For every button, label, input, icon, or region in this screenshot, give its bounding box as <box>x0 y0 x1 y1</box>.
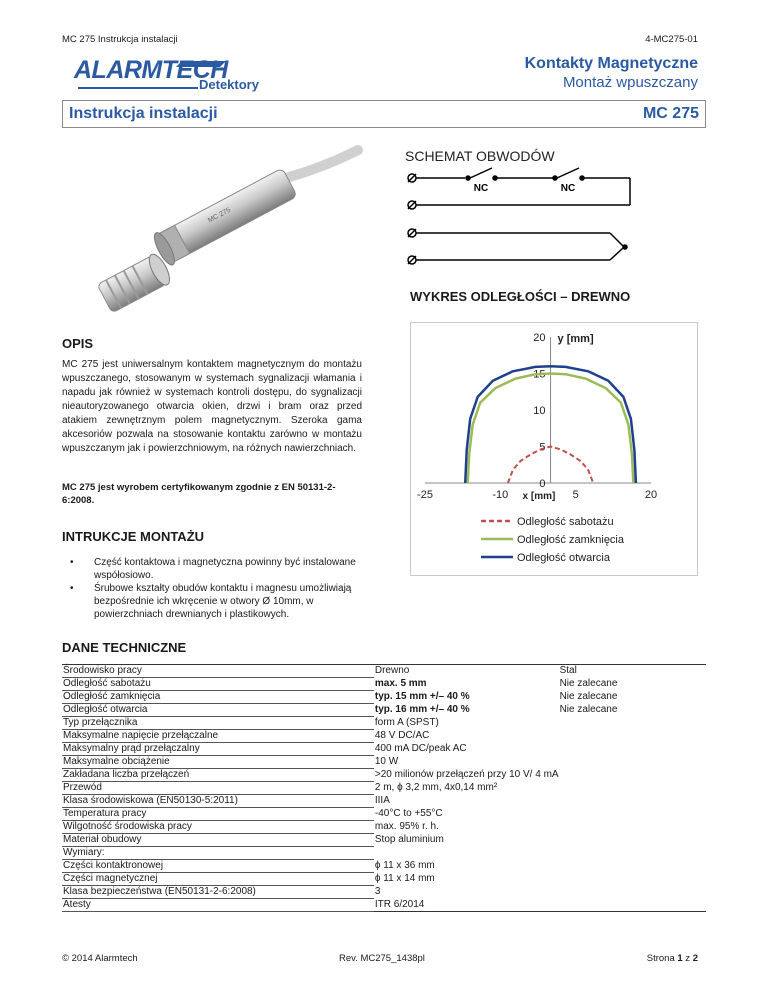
y-tick-label: 0 <box>539 478 546 490</box>
x-tick-label: -10 <box>492 489 509 501</box>
svg-text:MC 275: MC 275 <box>207 206 232 225</box>
tech-value <box>559 769 706 782</box>
footer-page <box>647 953 698 964</box>
tech-value: Stop aluminium <box>374 834 444 845</box>
alarmtech-logo <box>74 58 274 92</box>
tech-row <box>62 743 706 756</box>
tech-value <box>559 860 706 873</box>
tech-label: Maksymalny prąd przełączalny <box>62 743 374 756</box>
footer-page-sep: z <box>682 953 693 964</box>
tech-value: Nie zalecane <box>559 704 618 715</box>
tech-value <box>559 782 706 795</box>
tech-table <box>62 664 706 912</box>
tech-value <box>559 821 706 834</box>
tech-row <box>62 678 706 691</box>
tech-label: Wymiary: <box>62 847 374 860</box>
tech-value <box>559 847 706 860</box>
tech-label: Klasa środowiskowa (EN50130-5:2011) <box>62 795 374 808</box>
header-doc-title: MC 275 Instrukcja instalacji <box>62 34 178 45</box>
tech-label: Części magnetycznej <box>62 873 374 886</box>
x-axis-label: x [mm] <box>522 491 556 502</box>
logo-brand-text: ALARMTECH <box>74 56 228 84</box>
tech-value: 48 V DC/AC <box>374 730 430 741</box>
footer-copyright: © 2014 Alarmtech <box>62 953 138 964</box>
tech-label: Wilgotność środowiska pracy <box>62 821 374 834</box>
tech-label: Maksymalne obciążenie <box>62 756 374 769</box>
tech-value <box>559 886 706 899</box>
tech-value <box>559 730 706 743</box>
tech-label: Środowisko pracy <box>62 665 374 678</box>
tech-label: Odległość sabotażu <box>62 678 374 691</box>
x-tick-label: 5 <box>572 489 579 501</box>
schematic-title: SCHEMAT OBWODÓW <box>405 148 555 164</box>
y-tick-label: 15 <box>533 368 546 381</box>
legend-label: Odległość sabotażu <box>517 516 614 528</box>
tech-row <box>62 769 706 782</box>
tech-value <box>559 808 706 821</box>
tech-value: Nie zalecane <box>559 691 618 702</box>
tech-value <box>559 795 706 808</box>
tech-label: Atesty <box>62 899 374 912</box>
certification-text: MC 275 jest wyrobem certyfikowanym zgodnie z EN 50131-2-6:2008. <box>62 482 336 506</box>
tech-row <box>62 730 706 743</box>
tech-label: Odległość zamknięcia <box>62 691 374 704</box>
tech-label: Klasa bezpieczeństwa (EN50131-2-6:2008) <box>62 886 374 899</box>
tech-label: Materiał obudowy <box>62 834 374 847</box>
tech-value: 2 m, ϕ 3,2 mm, 4x0,14 mm² <box>374 782 498 793</box>
tech-value: form A (SPST) <box>374 717 439 728</box>
tech-row <box>62 834 706 847</box>
tech-value <box>374 847 559 860</box>
title-bar-model: MC 275 <box>642 105 699 122</box>
tech-value <box>559 743 706 756</box>
chart-title: WYKRES ODLEGŁOŚCI – DREWNO <box>410 289 631 304</box>
tech-row <box>62 795 706 808</box>
distance-chart <box>410 322 698 576</box>
tech-value <box>559 873 706 886</box>
y-tick-label: 5 <box>539 441 546 454</box>
header-doc-code: 4-MC275-01 <box>645 34 698 45</box>
tech-value <box>559 899 706 912</box>
tech-value: IIIA <box>374 795 390 806</box>
tech-row <box>62 899 706 912</box>
x-tick-label: 20 <box>644 489 658 501</box>
tech-value: >20 milionów przełączeń przy 10 V/ 4 mA <box>374 769 559 780</box>
tech-value: Stal <box>559 665 706 678</box>
tech-row <box>62 717 706 730</box>
mounting-item: • Część kontaktowa i magnetyczna powinny być instalowane współosiowo. <box>66 556 362 582</box>
description-text: MC 275 jest uniwersalnym kontaktem magnetycznym do montażu wpuszczanego, stosowanym w systemach sygnalizacji włamania i napadu jak również w systemach kontroli dostępu, do sygnalizacji nieautoryzowanego otwarcia okien, drzwi i bram oraz przed atakiem zewnętrznym polem magnetycznym. Szeroka gama akcesoriów pozwala na stosowanie kontaktu zarówno w montażu wpuszczanym jak i powierzchniowym, na różnych nawierzchniach. <box>62 359 362 454</box>
tech-row <box>62 860 706 873</box>
tech-value <box>559 717 706 730</box>
title-bar-left: Instrukcja instalacji <box>69 105 218 122</box>
legend-label: Odległość otwarcia <box>517 552 610 564</box>
x-tick-label: -25 <box>417 489 433 501</box>
nc-label-2: NC <box>560 183 576 194</box>
tech-value: -40°C to +55°C <box>374 808 443 819</box>
tech-row <box>62 886 706 899</box>
tech-value <box>559 756 706 769</box>
mounting-item: • Śrubowe kształty obudów kontaktu i magnesu umożliwiają bezpośrednie ich wkręcenie w otwory Ø 10mm, w powierzchniach drewnianych i plastikowych. <box>66 582 362 621</box>
y-tick-label: 10 <box>533 405 546 417</box>
tech-row <box>62 704 706 717</box>
tech-value: Drewno <box>374 665 559 678</box>
tech-label: Maksymalne napięcie przełączalne <box>62 730 374 743</box>
footer-page-number: 1 <box>677 953 683 964</box>
distance-chart-svg <box>411 323 697 575</box>
circuit-schematic <box>405 166 635 266</box>
tech-label: Typ przełącznika <box>62 717 374 730</box>
footer-revision: Rev. MC275_1438pl <box>339 953 425 964</box>
tech-row <box>62 691 706 704</box>
tech-row <box>62 821 706 834</box>
nc-label-1: NC <box>473 183 489 194</box>
footer-page-total: 2 <box>692 953 698 964</box>
tech-row <box>62 808 706 821</box>
tech-value: 10 W <box>374 756 399 767</box>
tech-row <box>62 847 706 860</box>
mounting-list <box>66 556 362 621</box>
tech-label: Części kontaktronowej <box>62 860 374 873</box>
tech-label: Przewód <box>62 782 374 795</box>
tech-row <box>62 756 706 769</box>
tech-value: ϕ 11 x 14 mm <box>374 873 435 884</box>
y-axis-label: y [mm] <box>557 333 594 345</box>
product-photo <box>78 140 378 320</box>
product-category-title: Kontakty Magnetyczne <box>524 55 698 72</box>
tech-value: 3 <box>374 886 381 897</box>
logo-sub-text: Detektory <box>199 77 259 92</box>
tech-value: 400 mA DC/peak AC <box>374 743 467 754</box>
tech-label: Zakładana liczba przełączeń <box>62 769 374 782</box>
tech-value: max. 5 mm <box>374 678 427 689</box>
tech-row <box>62 665 706 678</box>
tech-value <box>559 834 706 847</box>
tech-value: max. 95% r. h. <box>374 821 439 832</box>
legend-label: Odległość zamknięcia <box>517 534 624 546</box>
tech-label: Temperatura pracy <box>62 808 374 821</box>
tech-value: typ. 16 mm +/– 40 % <box>374 704 470 715</box>
tech-value: Nie zalecane <box>559 678 618 689</box>
tech-value: typ. 15 mm +/– 40 % <box>374 691 470 702</box>
tech-label: Odległość otwarcia <box>62 704 374 717</box>
mounting-heading: INTRUKCJE MONTAŻU <box>62 529 205 544</box>
footer-page-prefix: Strona <box>646 953 678 964</box>
tech-row <box>62 873 706 886</box>
title-bar <box>62 100 706 128</box>
tech-heading: DANE TECHNICZNE <box>62 640 187 655</box>
description-heading: OPIS <box>62 336 94 351</box>
tech-row <box>62 782 706 795</box>
tech-value: ϕ 11 x 36 mm <box>374 860 435 871</box>
product-mount-subtitle: Montaż wpuszczany <box>562 74 698 91</box>
tech-value: ITR 6/2014 <box>374 899 559 912</box>
y-tick-label: 20 <box>533 332 546 344</box>
